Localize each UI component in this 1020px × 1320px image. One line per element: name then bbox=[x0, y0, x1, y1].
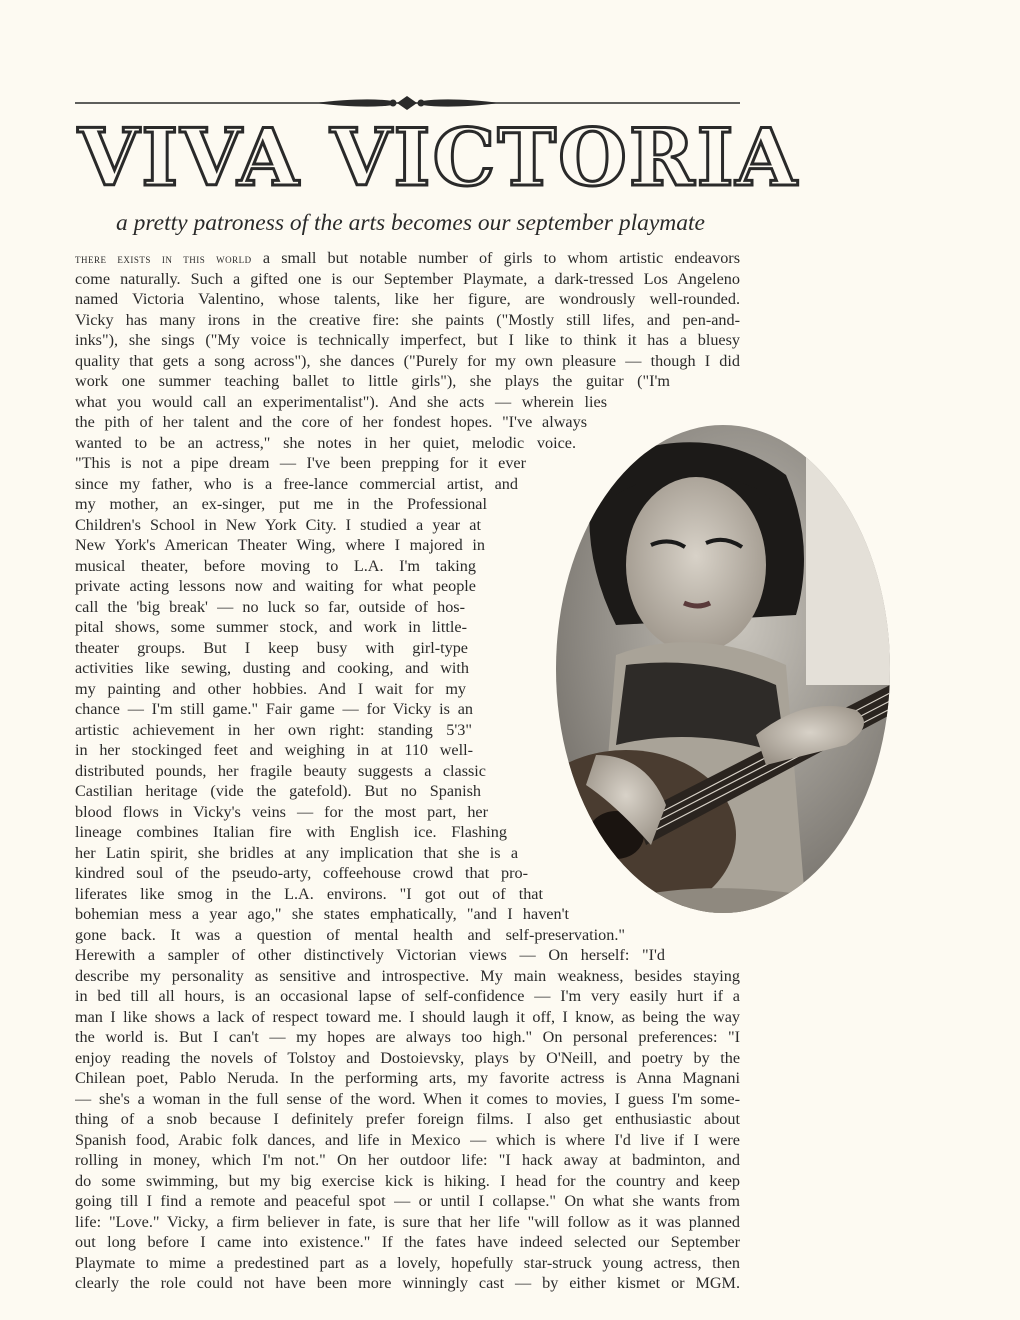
body-line: rolling in money, which I'm not." On her outdoor life: "I hack away at badminton, and bbox=[75, 1151, 740, 1169]
body-line: in bed till all hours, is an occasional lapse of self-confidence — I'm very easily hurt if a bbox=[75, 987, 740, 1005]
body-line: liferates like smog in the L.A. environs. "I got out of that bbox=[75, 884, 543, 903]
body-line: artistic achievement in her own right: standing 5'3" bbox=[75, 720, 472, 739]
body-line: out long before I came into existence." If the fates have indeed selected our September bbox=[75, 1233, 740, 1251]
body-line: private acting lessons now and waiting for what people bbox=[75, 577, 476, 595]
body-line: blood flows in Vicky's veins — for the most part, her bbox=[75, 802, 488, 821]
body-line: there exists in this world a small but notable number of girls to whom artistic endeavors bbox=[75, 249, 740, 267]
body-line: Herewith a sampler of other distinctively Victorian views — On herself: "I'd bbox=[75, 946, 665, 964]
body-line: do some swimming, but my big exercise kick is hiking. I head for the country and keep bbox=[75, 1171, 740, 1190]
title-ornament-rule bbox=[75, 94, 740, 112]
body-line: gone back. It was a question of mental health and self-preservation." bbox=[75, 925, 625, 944]
body-line: life: "Love." Vicky, a firm believer in fate, is sure that her life "will follow as it was planned bbox=[75, 1212, 740, 1231]
body-line: activities like sewing, dusting and cooking, and with bbox=[75, 659, 469, 677]
body-line: Playmate to mime a predestined part as a lovely, hopefully star-struck young actress, then bbox=[75, 1253, 740, 1272]
body-line: thing of a snob because I definitely prefer foreign films. I also get enthusiastic about bbox=[75, 1110, 740, 1128]
body-line: the pith of her talent and the core of her fondest hopes. "I've always bbox=[75, 413, 587, 431]
body-line: enjoy reading the novels of Tolstoy and Dostoievsky, plays by O'Neill, and poetry by the bbox=[75, 1048, 740, 1067]
body-line: what you would call an experimentalist"). And she acts — wherein lies bbox=[75, 392, 607, 411]
body-line: musical theater, before moving to L.A. I'm taking bbox=[75, 556, 476, 575]
body-line: inks"), she sings ("My voice is technically imperfect, but I like to think it has a bluesy bbox=[75, 331, 740, 349]
body-line: describe my personality as sensitive and introspective. My main weakness, besides staying bbox=[75, 966, 740, 985]
article-subtitle: a pretty patroness of the arts becomes our september playmate bbox=[116, 210, 705, 236]
body-line: theater groups. But I keep busy with girl-type bbox=[75, 638, 468, 657]
body-text-top bbox=[75, 248, 740, 392]
woman-with-guitar-image bbox=[556, 425, 890, 913]
body-line: lineage combines Italian fire with English ice. Flashing bbox=[75, 823, 507, 841]
body-line: her Latin spirit, she bridles at any implication that she is a bbox=[75, 843, 518, 862]
body-line: clearly the role could not have been more winningly cast — by either kismet or MGM. bbox=[75, 1274, 740, 1292]
body-line: wanted to be an actress," she notes in her quiet, melodic voice. bbox=[75, 433, 576, 452]
body-line: distributed pounds, her fragile beauty suggests a classic bbox=[75, 761, 486, 780]
body-line: chance — I'm still game." Fair game — for Vicky is an bbox=[75, 700, 473, 718]
body-line: since my father, who is a free-lance commercial artist, and bbox=[75, 474, 518, 493]
body-line: quality that gets a song across"), she dances ("Purely for my own pleasure — though I did bbox=[75, 351, 740, 370]
body-line: my painting and other hobbies. And I wait for my bbox=[75, 679, 466, 698]
body-line: New York's American Theater Wing, where I majored in bbox=[75, 536, 485, 554]
oval-portrait-photo bbox=[556, 425, 890, 913]
body-line: named Victoria Valentino, whose talents, like her figure, are wondrously well-rounded. bbox=[75, 290, 740, 308]
body-line: in her stockinged feet and weighing in at 110 well- bbox=[75, 741, 473, 759]
body-line: Children's School in New York City. I studied a year at bbox=[75, 515, 481, 534]
body-line: Chilean poet, Pablo Neruda. In the performing arts, my favorite actress is Anna Magnani bbox=[75, 1069, 740, 1087]
body-line: Castilian heritage (vide the gatefold). But no Spanish bbox=[75, 782, 481, 800]
body-line: my mother, an ex-singer, put me in the Professional bbox=[75, 495, 487, 513]
body-line: man I like shows a lack of respect toward me. I should laugh it off, I know, as being the way bbox=[75, 1007, 740, 1026]
body-text-bottom bbox=[75, 966, 740, 1294]
svg-text:C: C bbox=[824, 857, 837, 877]
body-line: bohemian mess a year ago," she states emphatically, "and I haven't bbox=[75, 905, 569, 923]
body-line: "This is not a pipe dream — I've been prepping for it ever bbox=[75, 454, 526, 472]
body-line: the world is. But I can't — my hopes are always too high." On personal preferences: "I bbox=[75, 1028, 740, 1046]
lead-in: there exists in this world bbox=[75, 251, 252, 266]
body-line: call the 'big break' — no luck so far, outside of hos- bbox=[75, 597, 465, 616]
body-line: Vicky has many irons in the creative fire: she paints ("Mostly still lifes, and pen-and- bbox=[75, 310, 740, 329]
body-line: work one summer teaching ballet to little girls"), she plays the guitar ("I'm bbox=[75, 372, 670, 390]
body-line: — she's a woman in the full sense of the word. When it comes to movies, I guess I'm some- bbox=[75, 1089, 740, 1108]
body-line: Spanish food, Arabic folk dances, and life in Mexico — which is where I'd live if I were bbox=[75, 1130, 740, 1149]
body-line: kindred soul of the pseudo-arty, coffeehouse crowd that pro- bbox=[75, 864, 528, 882]
body-line: going till I find a remote and peaceful spot — or until I collapse." On what she wants from bbox=[75, 1192, 740, 1210]
body-line: come naturally. Such a gifted one is our September Playmate, a dark-tressed Los Angeleno bbox=[75, 269, 740, 288]
body-line: pital shows, some summer stock, and work in little- bbox=[75, 618, 467, 636]
article-title: VIVA VICTORIA bbox=[78, 111, 799, 204]
